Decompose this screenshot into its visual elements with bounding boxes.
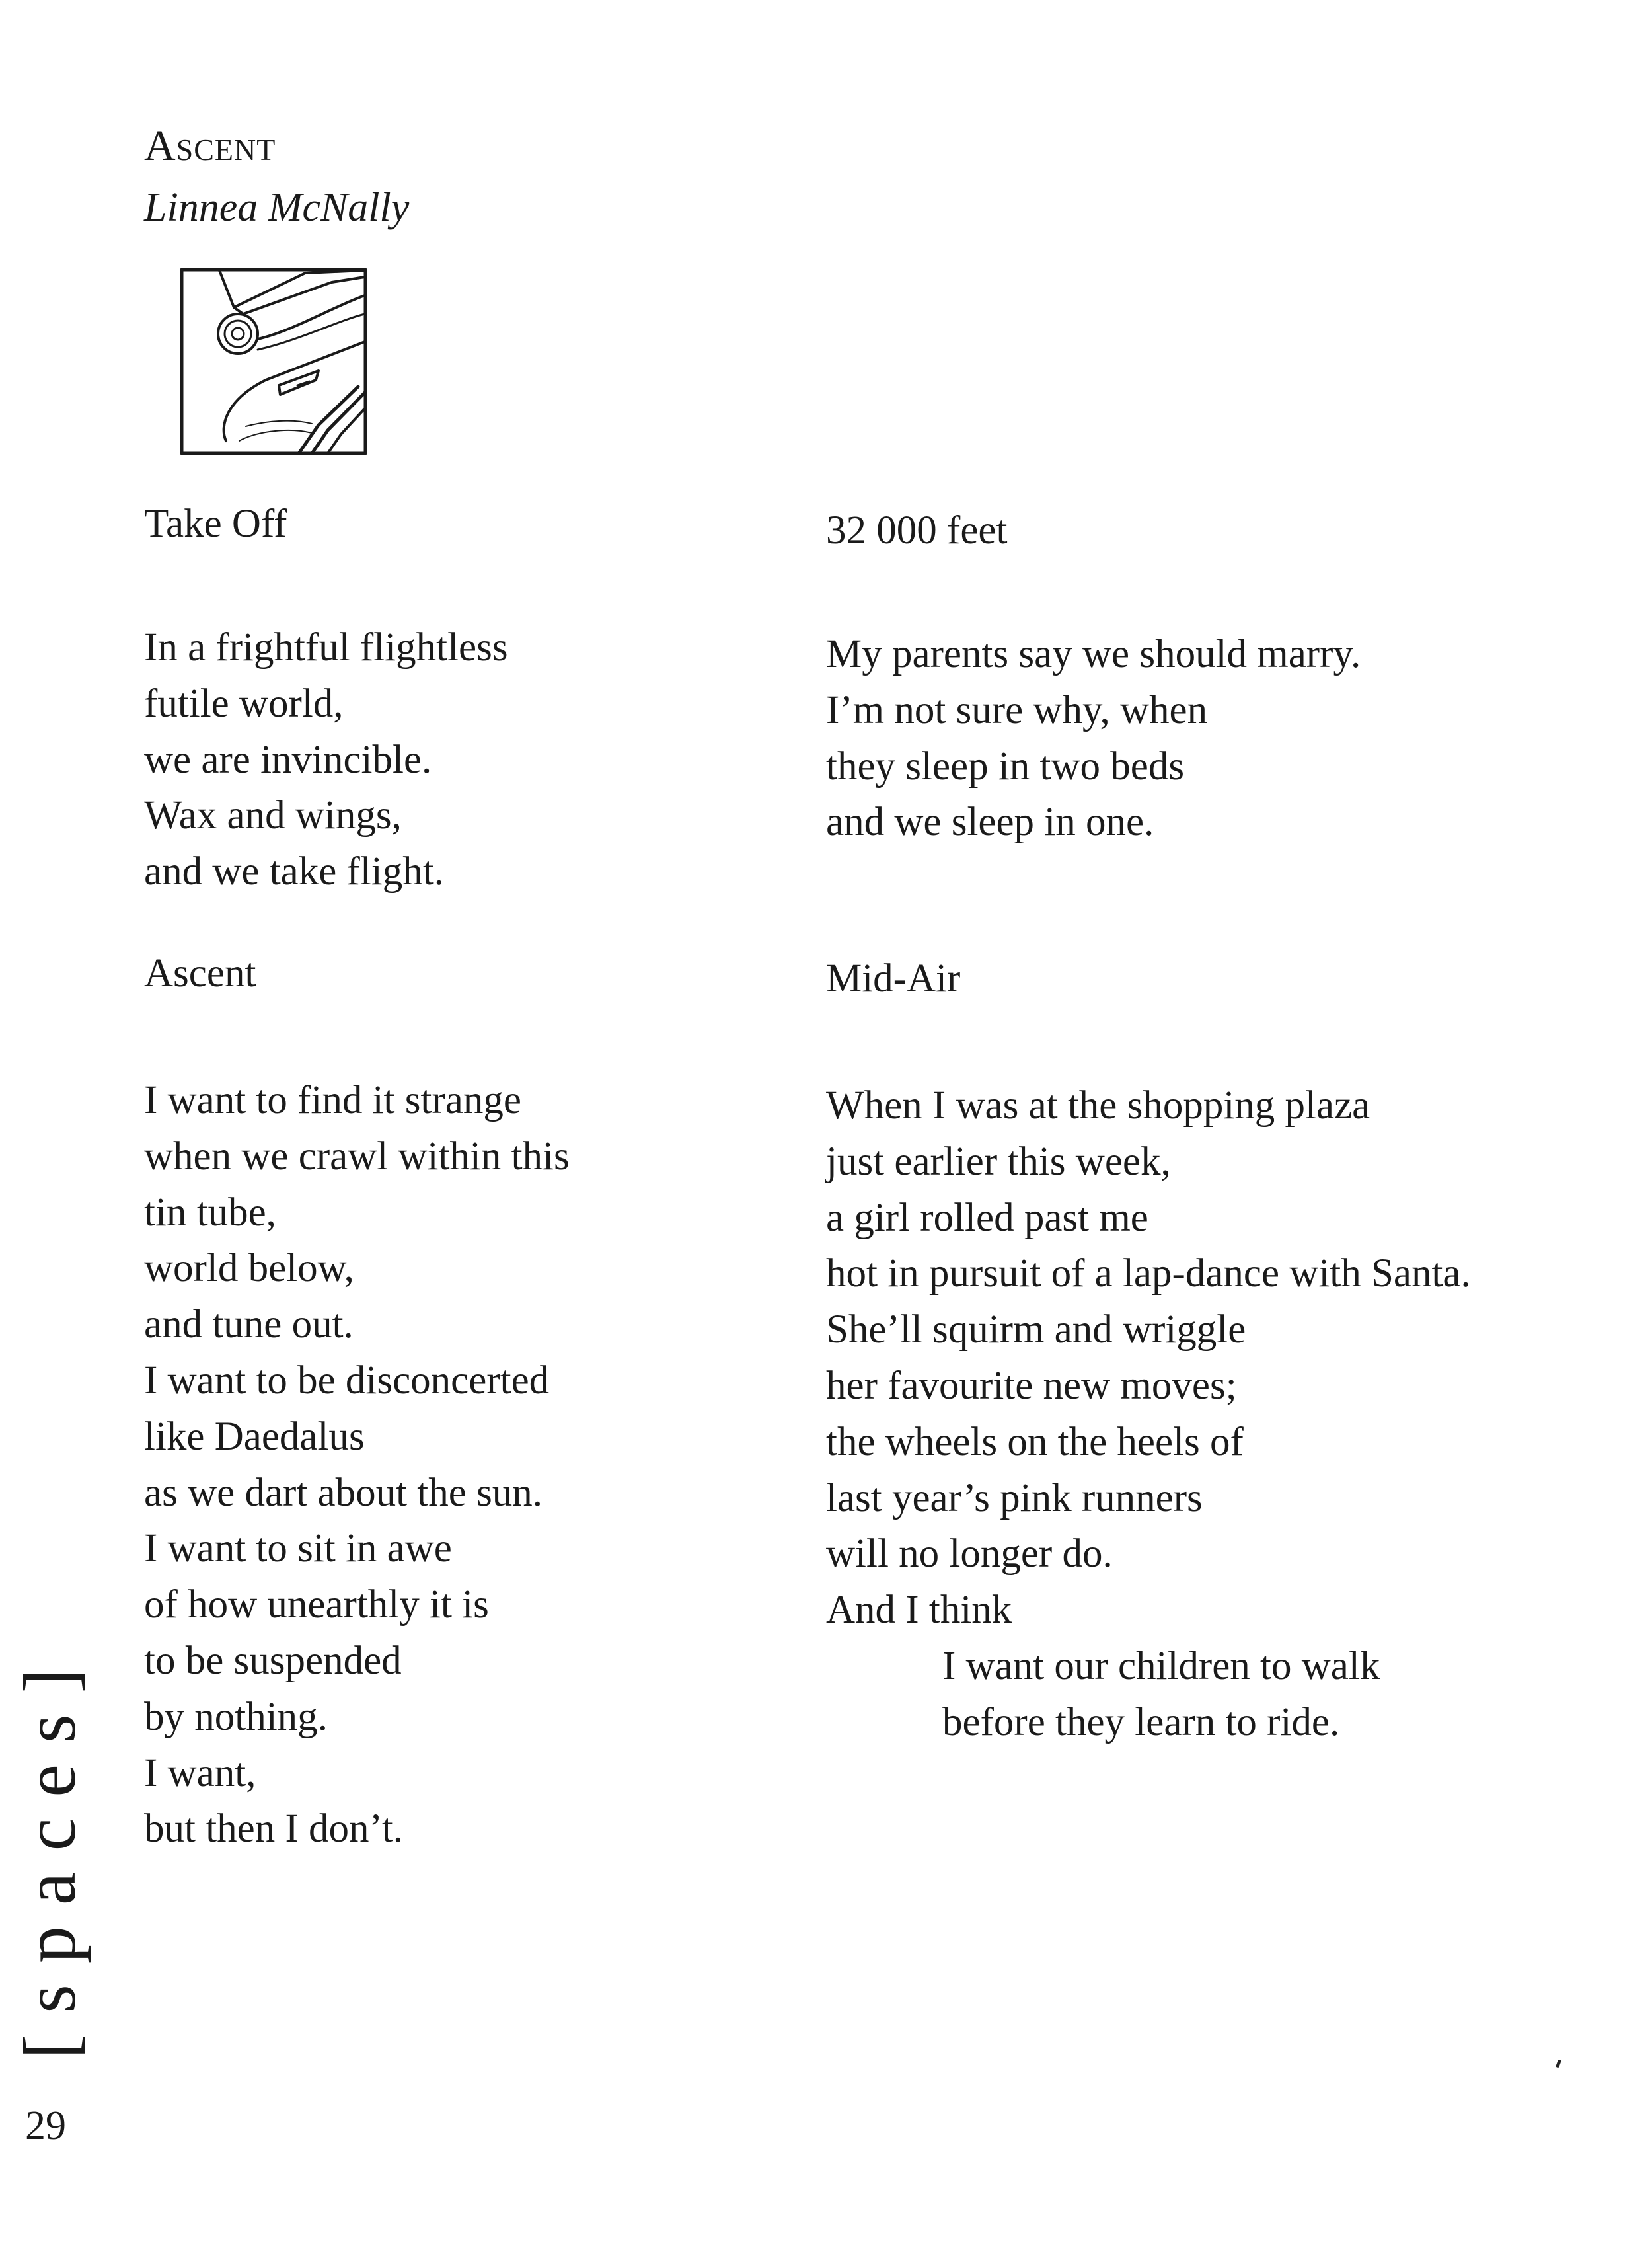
poem-line: and tune out. (144, 1302, 354, 1347)
poem-line: I want to be disconcerted (144, 1358, 550, 1403)
poem-title: Ascent (144, 122, 276, 170)
poem-line: When I was at the shopping plaza (826, 1083, 1370, 1128)
poem-line: My parents say we should marry. (826, 632, 1361, 676)
poem-line: I want, (144, 1750, 256, 1795)
section-heading: Ascent (144, 951, 256, 995)
section-take-off (144, 504, 838, 900)
section-heading: Take Off (144, 502, 287, 546)
poem-line: and we take flight. (144, 849, 444, 894)
poem-line: I’m not sure why, when (826, 687, 1208, 732)
poem-line: they sleep in two beds (826, 744, 1185, 789)
section-heading: Mid-Air (826, 956, 961, 1001)
poem-line: the wheels on the heels of (826, 1419, 1244, 1464)
stanza (826, 627, 1573, 851)
poem-line: and we sleep in one. (826, 800, 1154, 845)
poem-line: of how unearthly it is (144, 1582, 489, 1627)
poem-line: And I think (826, 1588, 1012, 1633)
poem-line: She’ll squirm and wriggle (826, 1307, 1246, 1352)
stanza (826, 1078, 1573, 1751)
section-32000-feet (826, 510, 1573, 851)
poem-line-indented: I want our children to walk (942, 1643, 1380, 1688)
poem-line: to be suspended (144, 1638, 402, 1683)
poem-line: Wax and wings, (144, 793, 402, 838)
poem-line: as we dart about the sun. (144, 1470, 543, 1515)
poem-line: like Daedalus (144, 1414, 365, 1459)
stanza (144, 620, 838, 900)
section-heading: 32 000 feet (826, 508, 1008, 553)
poem-line: we are invincible. (144, 737, 432, 782)
running-head-text: [spaces] (9, 1647, 91, 2059)
poem-line: a girl rolled past me (826, 1195, 1148, 1240)
scan-speck (1556, 2060, 1561, 2068)
section-mid-air (826, 958, 1573, 1751)
running-head (9, 1504, 91, 2059)
poem-line-indented: before they learn to ride. (942, 1699, 1340, 1744)
poem-line: In a frightful flightless (144, 625, 508, 670)
page-number: 29 (25, 2103, 66, 2148)
poem-line: world below, (144, 1246, 354, 1291)
poem-line: her favourite new moves; (826, 1363, 1237, 1408)
section-ascent (144, 953, 838, 1857)
poem-author: Linnea McNally (144, 185, 410, 230)
poem-line: last year’s pink runners (826, 1475, 1203, 1520)
poem-line: by nothing. (144, 1694, 328, 1739)
stanza (144, 1073, 838, 1857)
poem-line: just earlier this week, (826, 1139, 1171, 1184)
airplane-engine-wing-sketch-icon (180, 268, 367, 455)
poem-line: but then I don’t. (144, 1807, 403, 1851)
poem-line: hot in pursuit of a lap-dance with Santa. (826, 1251, 1471, 1296)
poem-line: tin tube, (144, 1190, 276, 1235)
poem-line: I want to sit in awe (144, 1526, 452, 1571)
poem-line: will no longer do. (826, 1532, 1113, 1576)
poem-line: futile world, (144, 681, 344, 726)
poem-line: when we crawl within this (144, 1134, 570, 1179)
poem-line: I want to find it strange (144, 1078, 521, 1122)
